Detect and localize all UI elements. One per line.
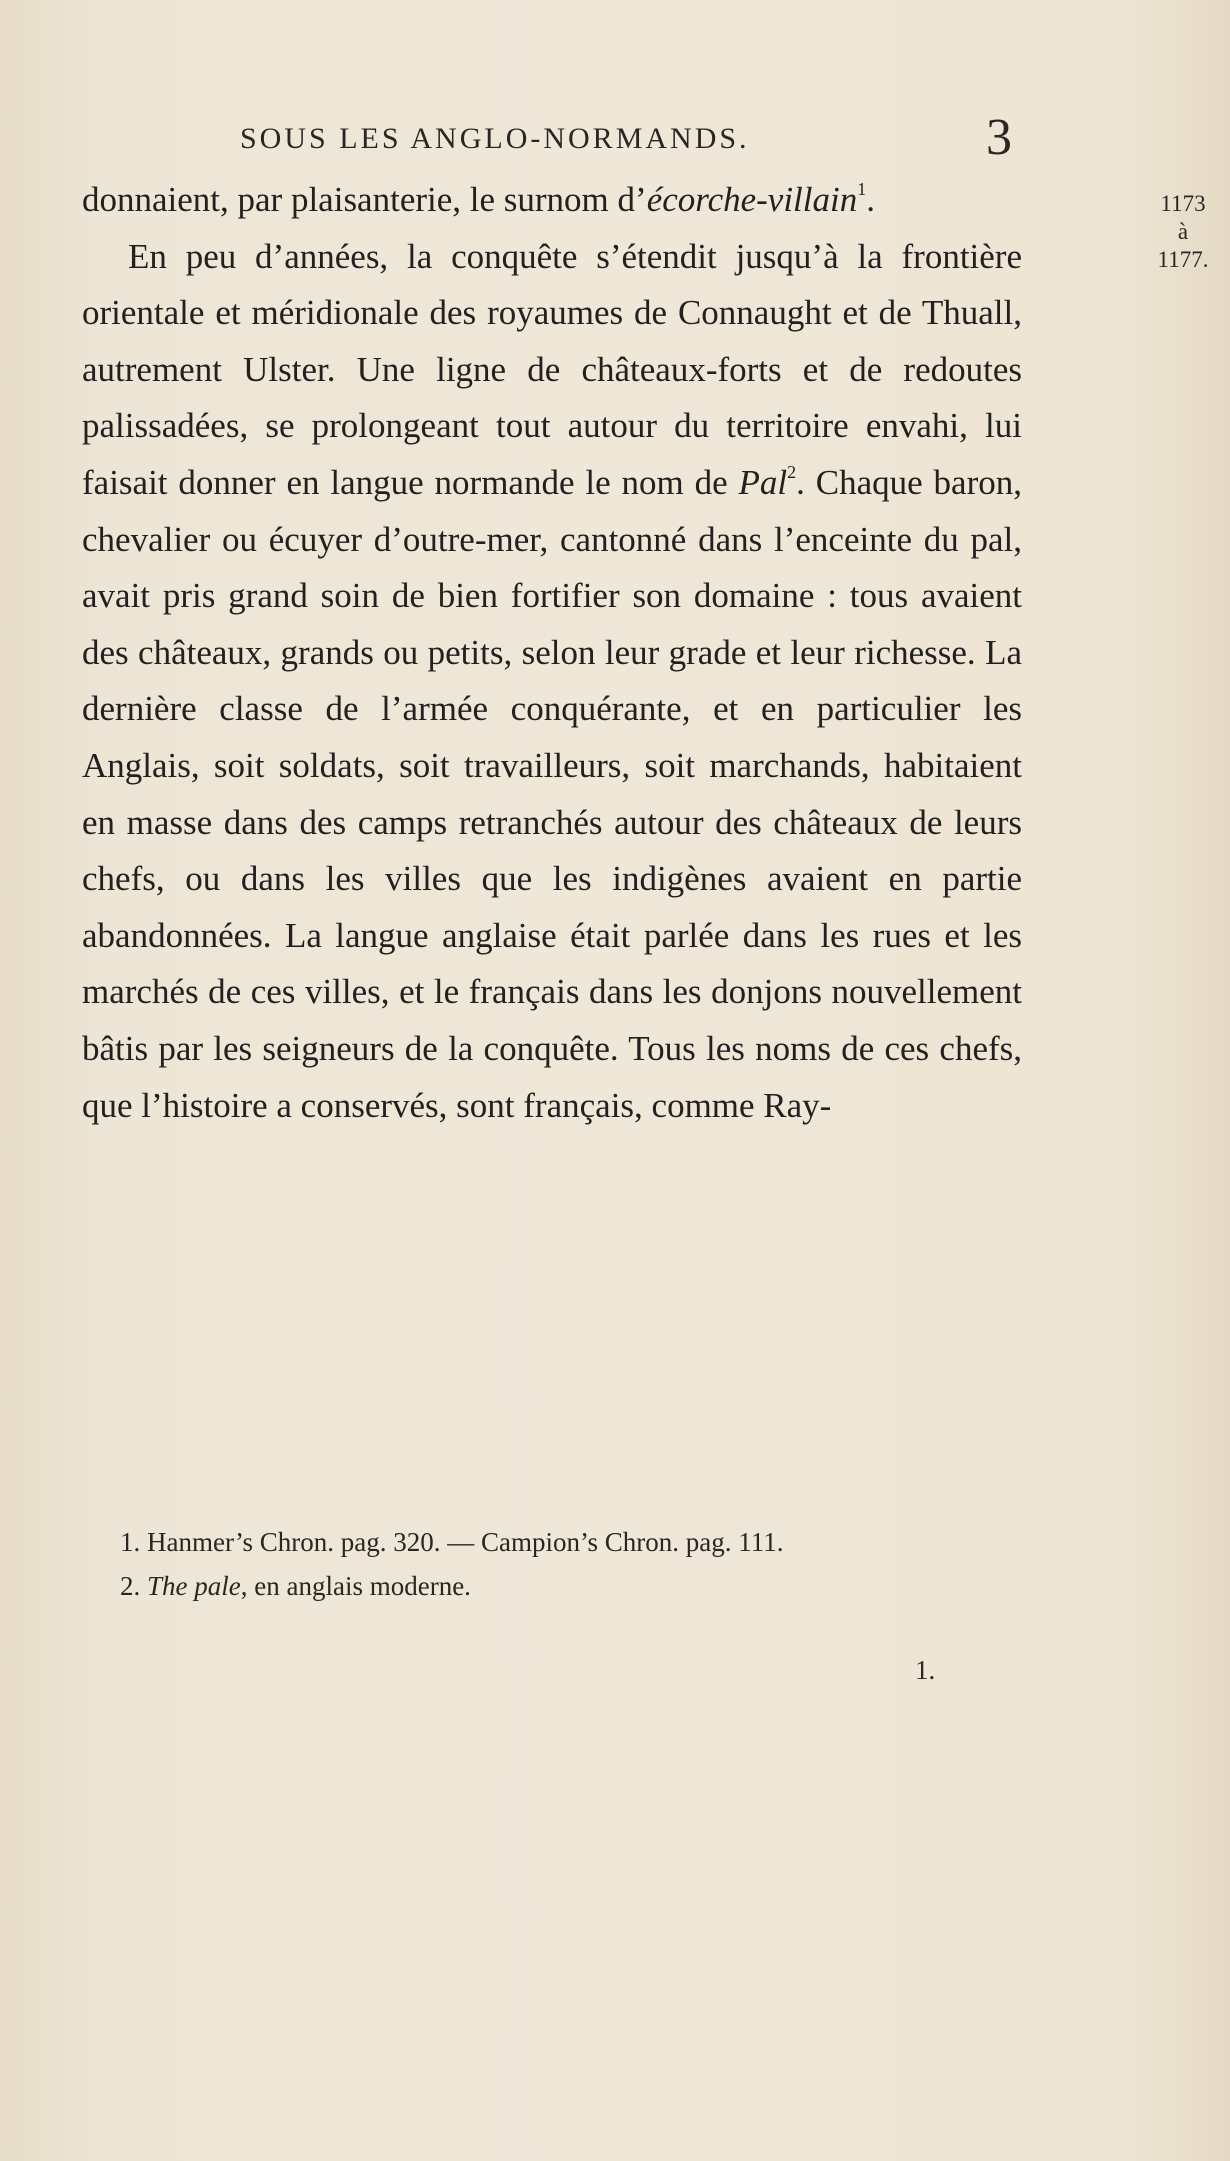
margin-year-start: 1173: [1160, 191, 1206, 216]
footnote-1-text: Hanmer’s Chron. pag. 320. — Campion’s Chron. pag. 111.: [147, 1527, 784, 1557]
running-title: SOUS LES ANGLO-NORMANDS.: [240, 122, 750, 155]
running-head: [180, 108, 1020, 168]
margin-connector: à: [1177, 219, 1189, 244]
footnote-2: [120, 1564, 1040, 1608]
paragraph-2-text-before: En peu d’années, la conquête s’étendit jusqu’à la frontière orientale et méridionale des royaumes de Connaught et de Thuall, autrement Ulster. Une ligne de châteaux-forts et de redoutes palissadées, se prolongeant tout autour du territoire envahi, lui faisait donner en langue normande le nom de: [82, 236, 1022, 502]
footnote-ref-1: 1: [857, 179, 867, 199]
footnote-2-text: , en anglais moderne.: [240, 1571, 471, 1601]
paragraph-1-text-after: .: [866, 180, 875, 219]
footnote-ref-2: 2: [787, 461, 797, 482]
footnote-1: [120, 1520, 1040, 1564]
footnote-2-number: 2.: [120, 1571, 141, 1601]
page-number: 3: [986, 109, 1012, 166]
paragraph-2-italic-term: Pal: [738, 462, 788, 502]
margin-date-note: [1148, 190, 1218, 274]
footnotes: [120, 1520, 1040, 1608]
footnote-2-italic-text: The pale: [147, 1571, 241, 1601]
margin-year-end: 1177.: [1157, 247, 1209, 272]
paragraph-1: [82, 172, 1022, 229]
main-text: [82, 172, 1022, 1134]
paragraph-1-text-before: donnaient, par plaisanterie, le surnom d’: [82, 180, 647, 219]
footnote-1-number: 1.: [120, 1527, 141, 1557]
paragraph-1-italic-term: écorche-villain: [646, 180, 858, 219]
paragraph-2: [82, 229, 1022, 1135]
paragraph-2-text-after: . Chaque baron, chevalier ou écuyer d’outre-mer, cantonné dans l’enceinte du pal, avait pris grand soin de bien fortifier son domaine : tous avaient des châteaux, grands ou petits, selon leur grade et leur richesse. La dernière classe de l’armée conquérante, et en particulier les Anglais, soit soldats, soit travailleurs, soit marchands, habitaient en masse dans des camps retranchés autour des châteaux de leurs chefs, ou dans les villes que les indigènes avaient en partie abandonnées. La langue anglaise était parlée dans les rues et les marchés de ces villes, et le français dans les donjons nouvellement bâtis par les seigneurs de la conquête. Tous les noms de ces chefs, que l’histoire a conservés, sont français, comme Ray-: [82, 462, 1022, 1125]
signature-mark: 1.: [915, 1655, 936, 1685]
